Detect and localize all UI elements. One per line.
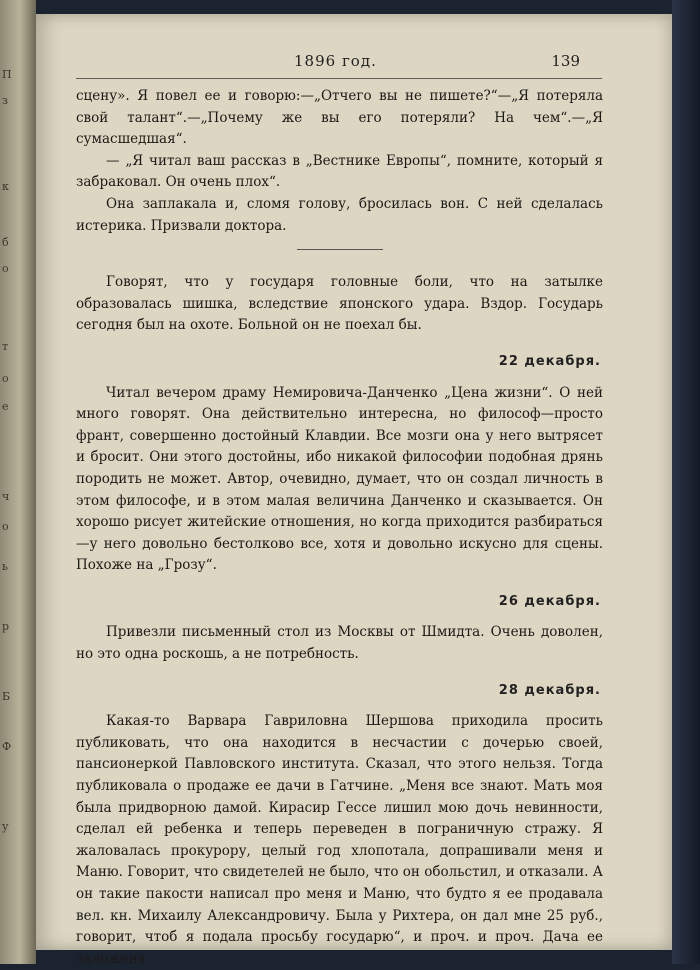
left-page-fragment: у: [2, 820, 9, 833]
left-page-fragment: р: [2, 620, 10, 633]
page-number: 139: [551, 52, 580, 70]
left-page-fragment: Б: [2, 690, 11, 703]
left-page-fragment: П: [2, 68, 12, 81]
left-page-fragment: о: [2, 520, 9, 533]
left-page-fragment: ч: [2, 490, 10, 503]
book-cover-edge: [672, 0, 700, 964]
paragraph: Привезли письменный стол из Москвы от Шмидта. Очень доволен, но это одна роскошь, а не потребность.: [76, 624, 603, 663]
header-rule: [76, 78, 602, 79]
left-page-fragment: к: [2, 180, 9, 193]
paragraph: Какая-то Варвара Гавриловна Шершова приходила просить публиковать, что она находится в несчастии с дочерью своей, пансионеркой Павловского института. Сказал, что этого нельзя. Тогда публиковала о продаже ее дачи в Гатчине. „Меня все знают. Мать моя была придворною дамой. Кирасир Гессе лишил мою дочь невинности, сделал ей ребенка и теперь переведен в пограничную стражу. Я жаловалась прокурору, целый год хлопотала, допрашивали меня и Маню. Говорит, что свидетелей не было, что он обольстил, и отказали. А он такие пакости написал про меня и Маню, что будто я ее продавала вел. кн. Михаилу Александровичу. Была у Рихтера, он дал мне 25 руб., говорит, чтоб я подала просьбу государю“, и проч. и проч. Дача ее заложена: [76, 713, 603, 967]
date-heading: 26 декабря.: [498, 593, 601, 609]
book-page: [36, 14, 672, 967]
left-page-fragment: б: [2, 236, 9, 249]
paragraph: Она заплакала и, сломя голову, бросилась вон. С ней сделалась истерика. Призвали доктора.: [76, 195, 603, 234]
left-page-fragment: Ф: [2, 740, 12, 753]
paragraph: сцену». Я повел ее и говорю:—„Отчего вы не пишете?“—„Я потеряла свой талант“.—„Почему же вы его потеряли? На чем“.—„Я сумасшедшая“.: [76, 88, 603, 148]
page-header: [36, 52, 672, 76]
left-page-fragment: о: [2, 372, 9, 385]
left-page-fragment: т: [2, 340, 9, 353]
section-divider: [297, 249, 383, 250]
left-page-edge: [0, 0, 36, 964]
page-body: [76, 86, 603, 970]
date-heading: 28 декабря.: [498, 682, 601, 698]
left-page-fragment: з: [2, 94, 8, 107]
running-head-year: 1896 год.: [294, 52, 377, 70]
paragraph: Читал вечером драму Немировича-Данченко „Цена жизни“. О ней много говорят. Она действительно интересна, но философ—просто франт, совершенно достойный Клавдии. Все мозги она у него вытрясет и бросит. Они этого достойны, ибо никакой философии подобная дрянь породить не может. Автор, очевидно, думает, что он создал личность в этом философе, и в этом малая величина Данченко и сказывается. Он хорошо рисует житейские отношения, но когда приходится разбираться—у него довольно бестолково все, хотя и довольно искусно для сцены. Похоже на „Грозу“.: [76, 384, 603, 574]
left-page-fragment: е: [2, 400, 9, 413]
paragraph: — „Я читал ваш рассказ в „Вестнике Европы“, помните, который я забраковал. Он очень плох“.: [76, 152, 603, 191]
left-page-fragment: ь: [2, 560, 8, 573]
left-page-fragment: о: [2, 262, 9, 275]
date-heading: 22 декабря.: [498, 353, 601, 369]
paragraph: Говорят, что у государя головные боли, что на затылке образовалась шишка, вследствие японского удара. Вздор. Государь сегодня был на охоте. Больной он не поехал бы.: [76, 274, 603, 334]
